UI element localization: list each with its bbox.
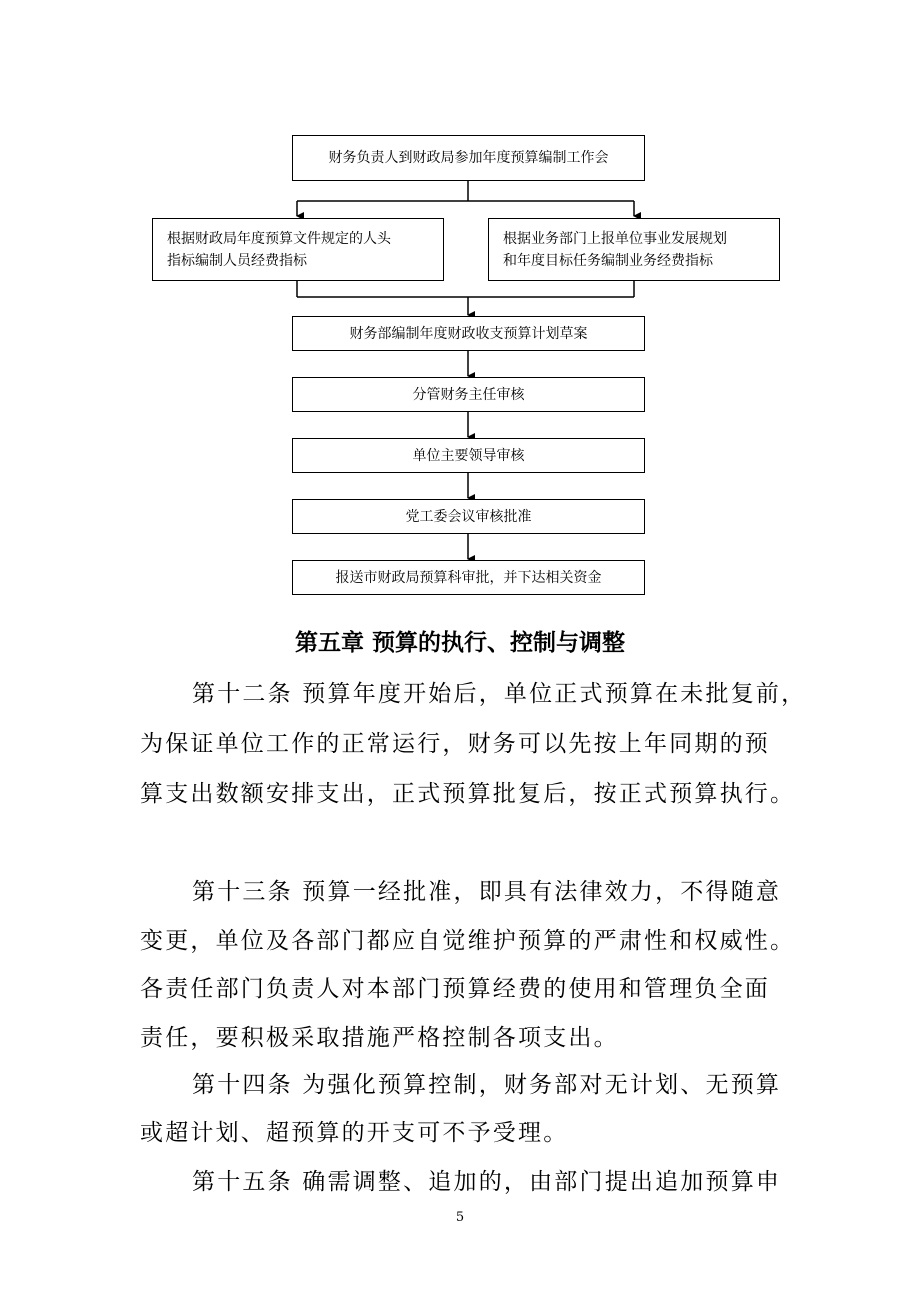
body-line-5: 变更，单位及各部门都应自觉维护预算的严肃性和权威性。 [140, 928, 796, 954]
flow-step-3-text: 财务部编制年度财政收支预算计划草案 [349, 325, 588, 342]
body-line-6: 各责任部门负责人对本部门预算经费的使用和管理负全面 [140, 976, 770, 1002]
body-line-9: 或超计划、超预算的开支可不予受理。 [140, 1120, 569, 1146]
flow-step-7 [292, 560, 645, 595]
page-number: 5 [455, 1210, 465, 1225]
flow-step-4-text: 分管财务主任审核 [412, 386, 525, 403]
chapter-title: 第五章 预算的执行、控制与调整 [294, 630, 625, 656]
flow-step-3 [292, 316, 645, 351]
flow-step-1 [292, 135, 645, 181]
body-line-7: 责任，要积极采取措施严格控制各项支出。 [140, 1025, 619, 1051]
body-line-4: 第十三条 预算一经批准，即具有法律效力，不得随意 [192, 879, 782, 905]
flow-step-right [488, 218, 780, 281]
flow-step-right-line-1: 根据业务部门上报单位事业发展规划 [503, 230, 727, 247]
flow-step-1-text: 财务负责人到财政局参加年度预算编制工作会 [328, 150, 609, 166]
flow-step-6 [292, 499, 645, 534]
flow-step-left [152, 218, 444, 281]
flow-step-7-text: 报送市财政局预算科审批，并下达相关资金 [335, 569, 602, 586]
flow-step-left-line-2: 指标编制人员经费指标 [167, 252, 307, 269]
body-line-1: 第十二条 预算年度开始后，单位正式预算在未批复前， [192, 681, 807, 707]
body-line-2: 为保证单位工作的正常运行，财务可以先按上年同期的预 [140, 731, 770, 757]
body-line-3: 算支出数额安排支出，正式预算批复后，按正式预算执行。 [140, 781, 796, 807]
flow-step-6-text: 党工委会议审核批准 [405, 508, 532, 525]
flow-step-5-text: 单位主要领导审核 [412, 447, 525, 464]
flow-step-5 [292, 438, 645, 473]
flow-step-left-line-1: 根据财政局年度预算文件规定的人头 [167, 230, 391, 247]
flow-step-4 [292, 377, 645, 412]
body-line-8: 第十四条 为强化预算控制，财务部对无计划、无预算 [192, 1072, 782, 1098]
flow-step-right-line-2: 和年度目标任务编制业务经费指标 [503, 252, 713, 269]
body-line-10: 第十五条 确需调整、追加的，由部门提出追加预算申 [192, 1169, 782, 1195]
